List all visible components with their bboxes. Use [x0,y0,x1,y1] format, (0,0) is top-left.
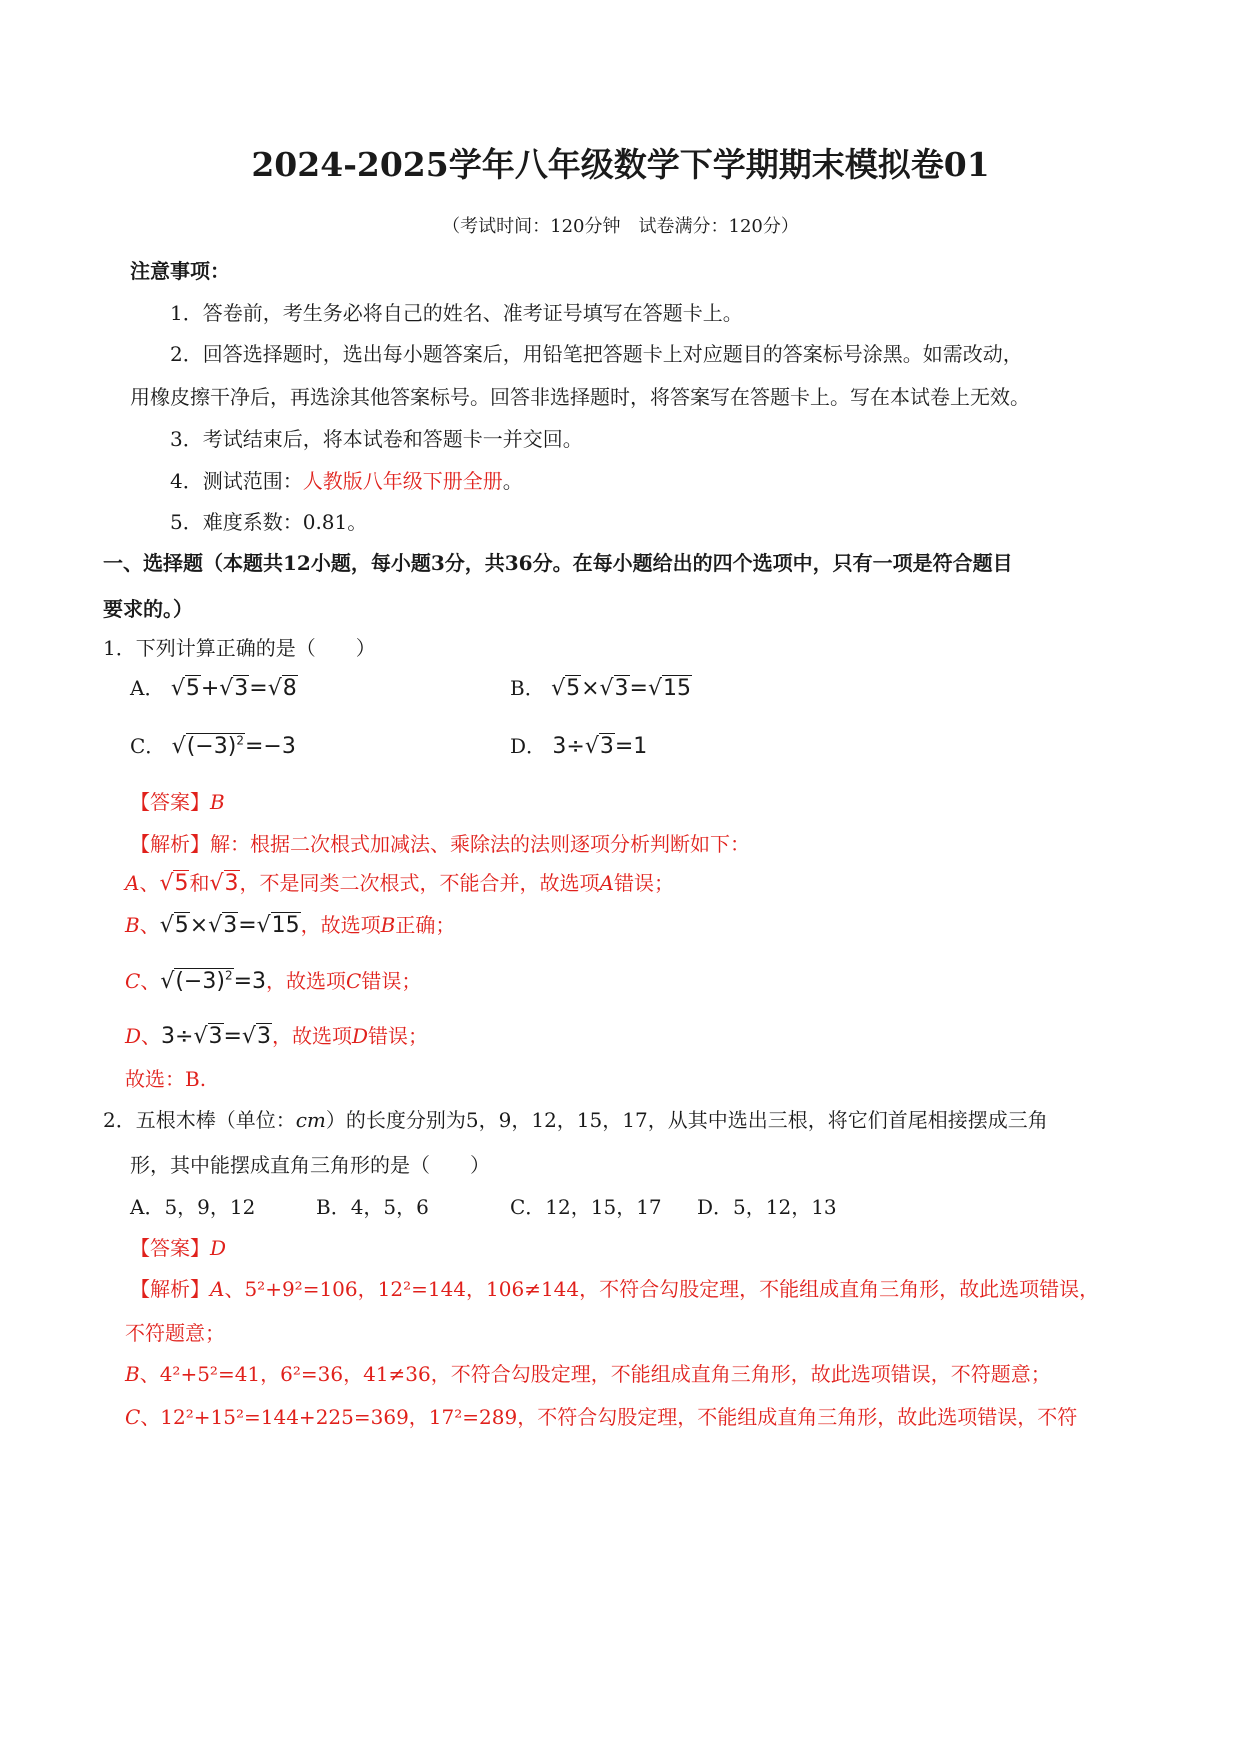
q1-option-d [510,731,647,762]
q1-analysis-b: B、√5×√3=√15，故选项B正确； [125,913,456,938]
notice-item-1: 1．答卷前，考生务必将自己的姓名、准考证号填写在答题卡上。 [170,301,743,325]
q2-option-d: D．5，12，13 [697,1195,837,1219]
q1-analysis-c-end: 错误； [361,969,422,993]
notice-item-4 [170,467,523,495]
q1-analysis-b-end: 正确； [395,913,456,937]
q2-analysis-b-label: B [125,1362,140,1386]
q1-option-b-label: B． [510,676,545,700]
q1-analysis-text: 解：根据二次根式加减法、乘除法的法则逐项分析判断如下： [210,832,750,856]
q1-option-d-label: D． [510,734,547,758]
q2-analysis-c-text: 、12²+15²=144+225=369，17²=289，不符合勾股定理，不能组成直角三角形，故此选项错误，不符 [140,1405,1078,1429]
q2-answer [130,1234,226,1262]
notice-heading: 注意事项： [130,259,230,283]
q2-stem-a1: 2．五根木棒（单位： [103,1108,296,1132]
q1-analysis-b-label: B [125,913,140,937]
q1-analysis [130,830,750,858]
notice-item-2b: 用橡皮擦干净后，再选涂其他答案标号。回答非选择题时，将答案写在答题卡上。写在本试卷上无效。 [130,385,1030,409]
notice-item-4-range: 人教版八年级下册全册 [302,469,503,493]
q1-analysis-b-opt: B [380,913,396,937]
notice-item-3: 3．考试结束后，将本试卷和答题卡一并交回。 [170,427,583,451]
q1-analysis-d-text: ，故选项 [271,1024,352,1048]
q2-answer-tag: 【答案】 [130,1236,210,1260]
q1-analysis-c-text: ，故选项 [266,969,347,993]
q1-stem: 1．下列计算正确的是（ ） [103,636,376,660]
q1-analysis-c-opt: C [346,969,362,993]
q1-option-c-expr: $√(-3)^2=-3$ [171,733,296,759]
q2-analysis-a-label: A [210,1277,225,1301]
q2-analysis-tag: 【解析】 [130,1277,210,1301]
q1-analysis-d-opt: D [351,1024,368,1048]
section-heading-a: 一、选择题（本题共12小题，每小题3分，共36分。在每小题给出的四个选项中，只有一项是符合题目 [103,551,1013,575]
q1-answer-tag: 【答案】 [130,790,210,814]
q1-analysis-c: C、$√(-3)^2=3$，故选项C错误； [125,968,422,994]
q1-option-d-expr: 3÷√3=1 [552,734,648,759]
q1-analysis-a: A、√5和√3，不是同类二次根式，不能合并，故选项A错误； [125,871,674,896]
q1-option-c [130,731,296,762]
q2-option-b: B．4，5，6 [316,1195,429,1219]
q2-answer-value: D [210,1236,227,1260]
notice-item-2a: 2．回答选择题时，选出每小题答案后，用铅笔把答题卡上对应题目的答案标号涂黑。如需改动， [170,342,1023,366]
q1-analysis-b-expr: √5×√3=√15 [159,913,300,938]
page-title: 2024-2025学年八年级数学下学期期末模拟卷01 [251,145,990,184]
q1-analysis-a-text: ，不是同类二次根式，不能合并，故选项 [239,871,600,895]
section-heading-b: 要求的。） [103,597,193,621]
q2-analysis-c [125,1403,1077,1431]
q2-analysis-c-label: C [125,1405,141,1429]
q1-option-a [130,673,298,704]
q2-option-c: C．12，15，17 [510,1195,662,1219]
q2-stem-b: 形，其中能摆成直角三角形的是（ ） [130,1153,490,1177]
q1-analysis-b-text: ，故选项 [300,913,381,937]
q1-analysis-c-label: C [125,969,141,993]
q1-analysis-a-expr2: √3 [209,871,239,896]
q2-stem-unit: cm [295,1108,326,1132]
q1-option-a-expr: √5+√3=√8 [170,676,297,701]
q2-stem-a2: ）的长度分别为5，9，12，15，17，从其中选出三根，将它们首尾相接摆成三角 [325,1108,1048,1132]
q1-analysis-d: D、3÷√3=√3，故选项D错误； [125,1024,428,1049]
q2-analysis-a [130,1275,1099,1303]
q1-answer [130,788,225,816]
q1-analysis-d-end: 错误； [368,1024,428,1048]
q1-option-c-label: C． [130,734,166,758]
q1-analysis-d-expr: 3÷√3=√3 [161,1024,271,1049]
page-subtitle: （考试时间：120分钟 试卷满分：120分） [442,216,799,237]
q1-analysis-c-expr: $√(-3)^2=3$ [160,968,267,994]
q1-analysis-d-label: D [125,1024,142,1048]
q1-analysis-a-label: A [125,871,140,895]
q1-option-b [510,673,692,704]
q2-option-a: A．5，9，12 [130,1195,256,1219]
q2-analysis-a-text: 、5²+9²=106，12²=144，106≠144，不符合勾股定理，不能组成直角三角形，故此选项错误， [224,1277,1100,1301]
notice-item-4-prefix: 4．测试范围： [170,469,303,493]
q2-analysis-b-text: 、4²+5²=41，6²=36，41≠36，不符合勾股定理，不能组成直角三角形，故此选项错误，不符题意； [139,1362,1051,1386]
notice-item-4-suffix: 。 [502,469,523,493]
q1-analysis-a-expr: √5 [159,871,189,896]
notice-item-5: 5．难度系数：0.81。 [170,510,368,534]
q2-analysis-b [125,1360,1051,1388]
q2-analysis-a-cont: 不符题意； [125,1321,225,1345]
q1-answer-value: B [210,790,225,814]
q1-option-a-label: A． [130,676,165,700]
q2-stem-a [103,1106,1048,1134]
q1-analysis-tag: 【解析】 [130,832,210,856]
q1-analysis-a-opt: A [599,871,614,895]
q1-final: 故选：B. [125,1067,207,1091]
q1-option-b-expr: √5×√3=√15 [551,676,691,701]
q1-analysis-a-end: 错误； [613,871,674,895]
